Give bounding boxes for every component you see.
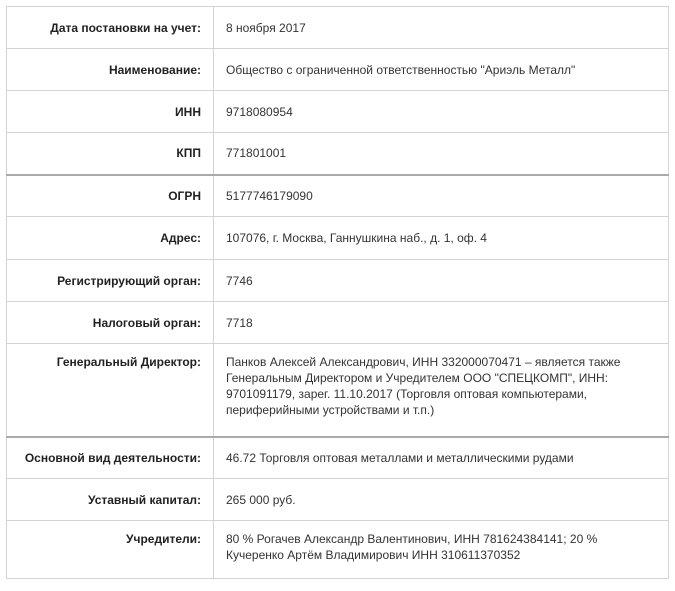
row-label-ogrn: ОГРН [7,175,214,217]
table-row [7,217,669,260]
table-row [7,344,669,437]
row-value-tax-authority: 7718 [214,302,669,344]
table-row [7,521,669,579]
row-value-general-director: Панков Алексей Александрович, ИНН 332000070471 – является также Генеральным Директором и Учредителем ООО "СПЕЦКОМП", ИНН: 9701091179, зарег. 11.10.2017 (Торговля оптовая компьютерами, периферийными устройствами и т.п.) [214,344,669,437]
row-value-registration-date: 8 ноября 2017 [214,7,669,49]
row-label-address: Адрес: [7,217,214,260]
table-row [7,479,669,521]
row-label-tax-authority: Налоговый орган: [7,302,214,344]
row-value-ogrn: 5177746179090 [214,175,669,217]
table-row [7,302,669,344]
row-label-general-director: Генеральный Директор: [7,344,214,437]
row-value-kpp: 771801001 [214,133,669,175]
table-row [7,260,669,302]
row-label-founders: Учредители: [7,521,214,579]
row-value-address: 107076, г. Москва, Ганнушкина наб., д. 1, оф. 4 [214,217,669,260]
table-row [7,175,669,217]
company-details-table [6,6,669,579]
row-label-registering-authority: Регистрирующий орган: [7,260,214,302]
row-value-registering-authority: 7746 [214,260,669,302]
row-label-authorized-capital: Уставный капитал: [7,479,214,521]
row-value-name: Общество с ограниченной ответственностью "Ариэль Металл" [214,49,669,91]
table-row [7,437,669,479]
row-value-main-activity: 46.72 Торговля оптовая металлами и металлическими рудами [214,437,669,479]
row-label-kpp: КПП [7,133,214,175]
table-row [7,49,669,91]
row-label-main-activity: Основной вид деятельности: [7,437,214,479]
row-label-name: Наименование: [7,49,214,91]
row-value-founders: 80 % Рогачев Александр Валентинович, ИНН 781624384141; 20 % Кучеренко Артём Владимирович ИНН 310611370352 [214,521,669,579]
table-row [7,133,669,175]
row-value-inn: 9718080954 [214,91,669,133]
table-row [7,91,669,133]
row-label-inn: ИНН [7,91,214,133]
row-value-authorized-capital: 265 000 руб. [214,479,669,521]
row-label-registration-date: Дата постановки на учет: [7,7,214,49]
table-row [7,7,669,49]
